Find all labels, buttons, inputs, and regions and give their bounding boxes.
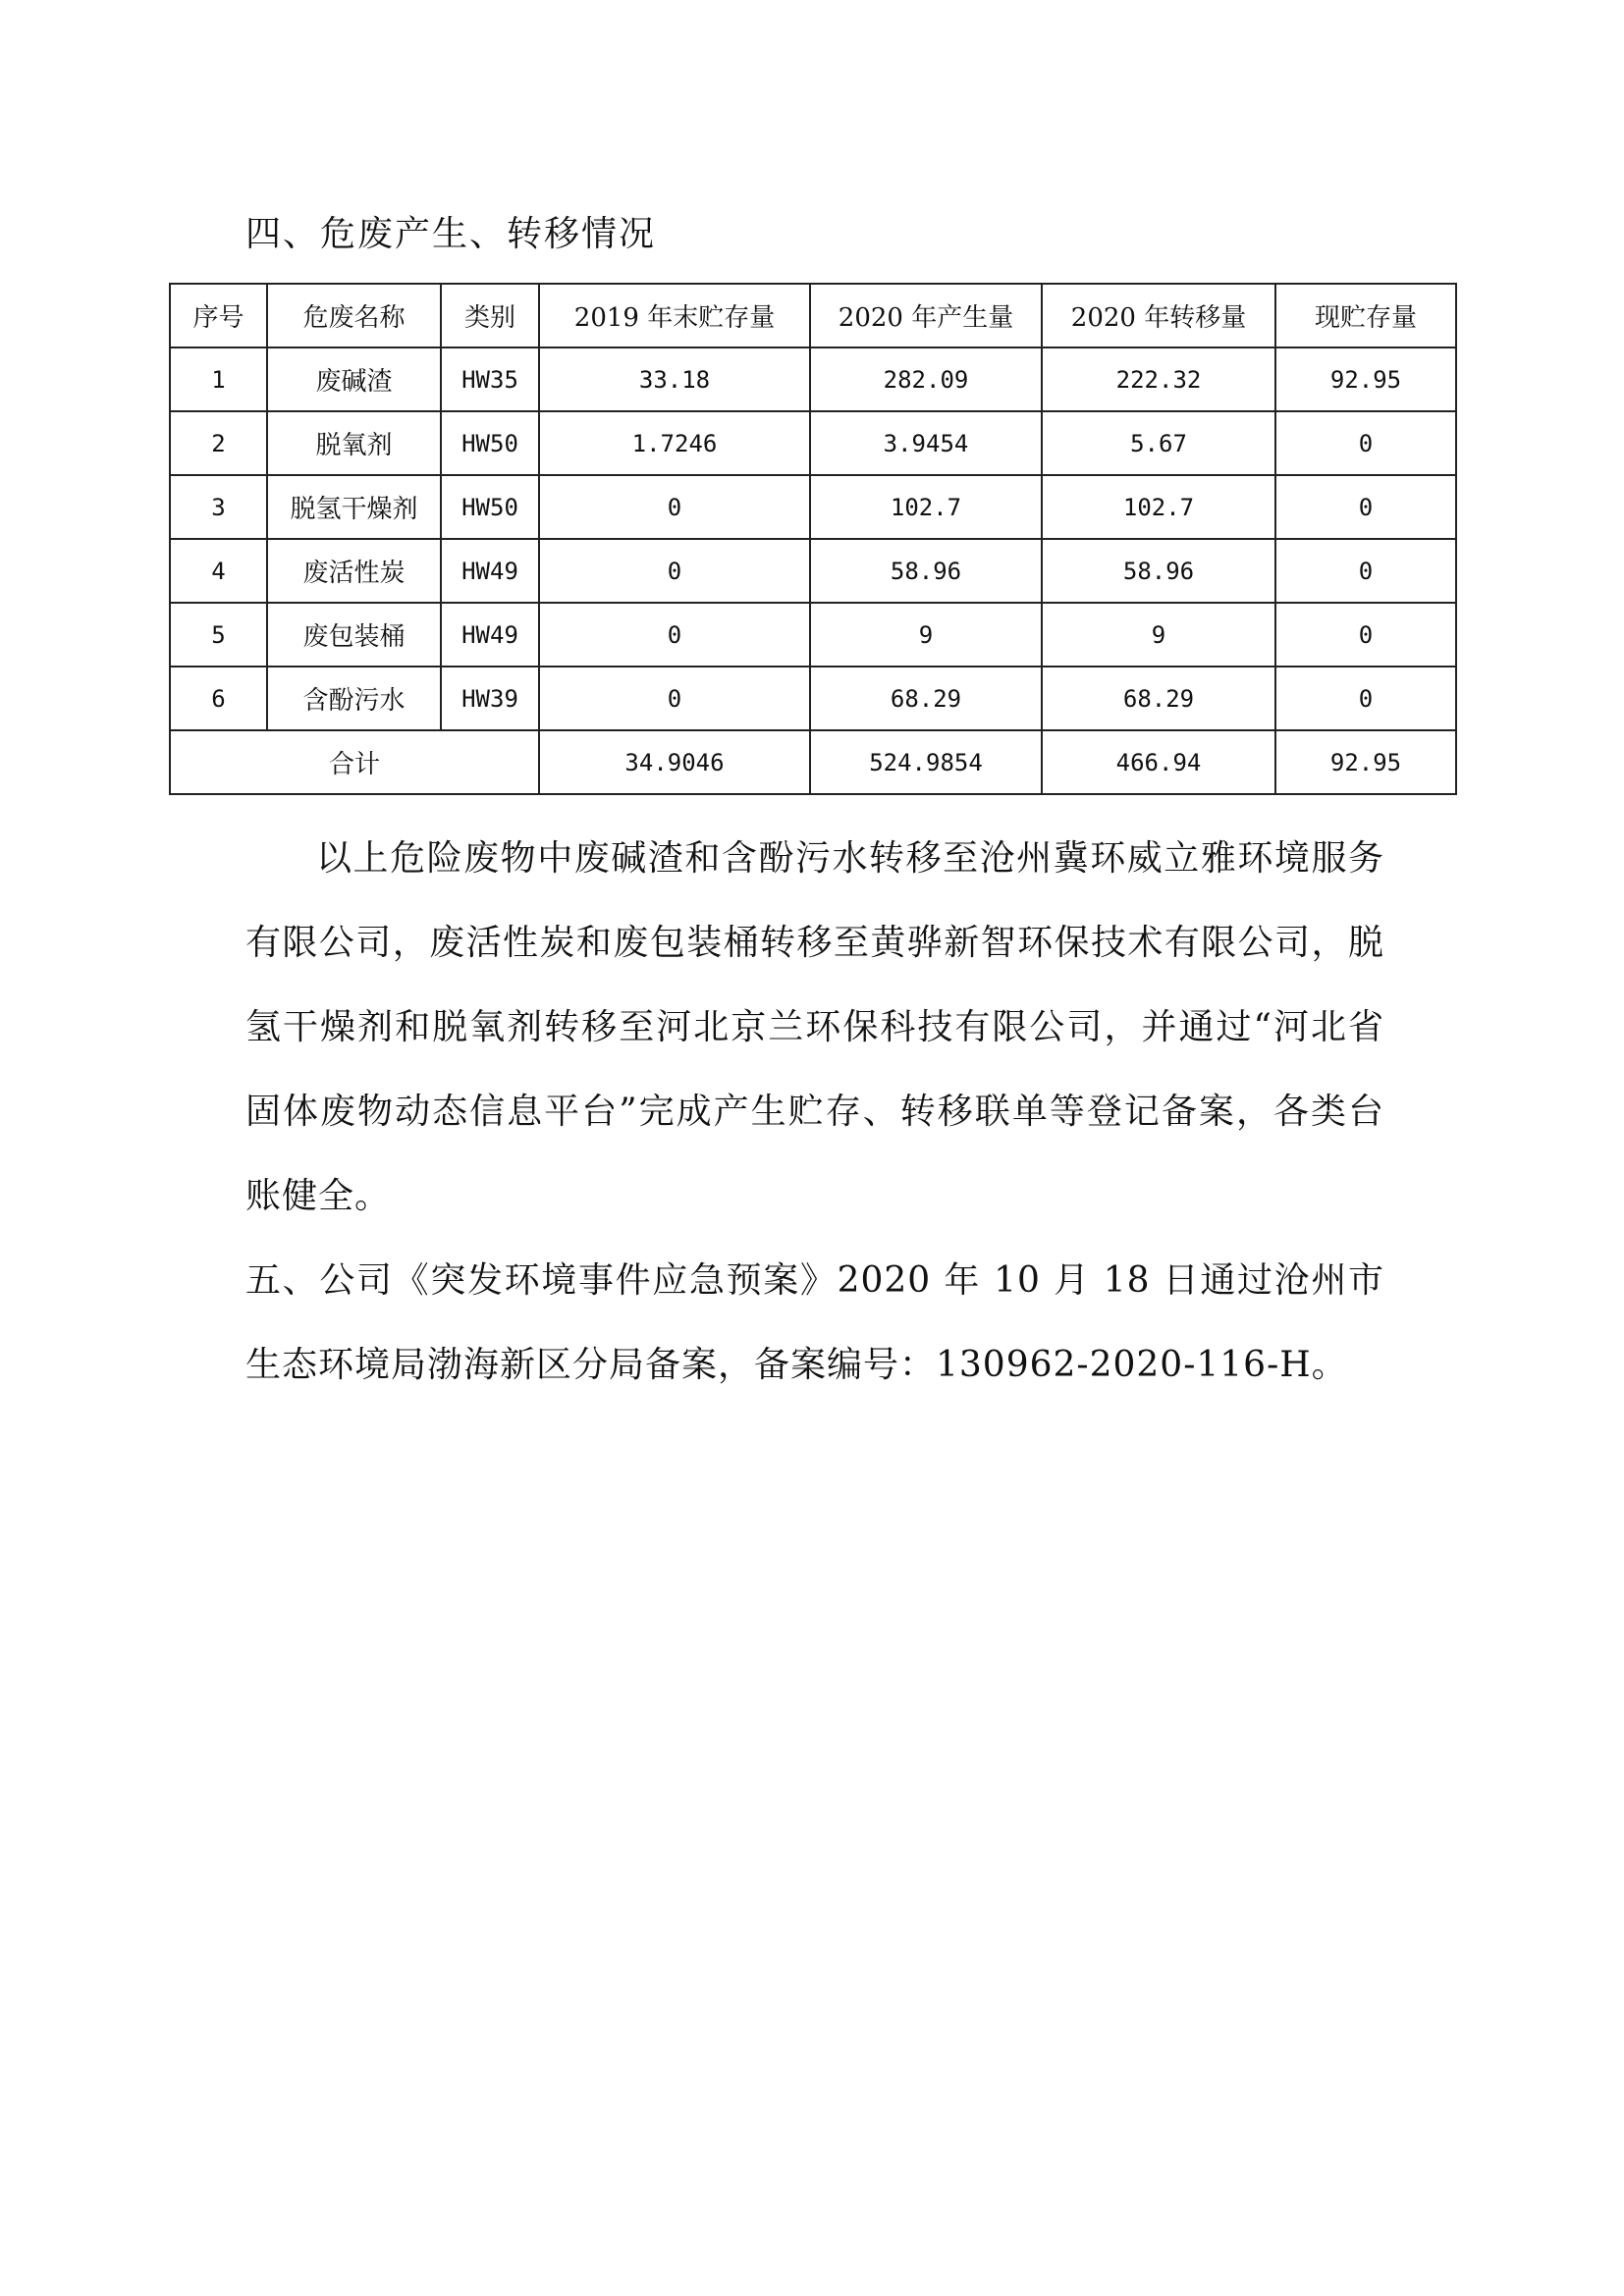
cell-current-stock: 0	[1275, 411, 1456, 475]
cell-transferred-2020: 68.29	[1042, 667, 1275, 730]
transfer-paragraph	[245, 817, 1384, 1239]
cell-stock-2019: 1.7246	[539, 411, 810, 475]
cell-name: 含酚污水	[267, 667, 441, 730]
emergency-plan-text: 五、公司《突发环境事件应急预案》2020 年 10 月 18 日通过沧州市生态环境局渤海新区分局备案，备案编号：130962-2020-116-H。	[245, 1260, 1384, 1385]
cell-transferred-2020: 9	[1042, 603, 1275, 667]
cell-no: 5	[170, 603, 267, 667]
cell-transferred-2020: 222.32	[1042, 347, 1275, 411]
table-row	[170, 411, 1456, 475]
total-produced-2020: 524.9854	[810, 730, 1042, 794]
cell-stock-2019: 0	[539, 475, 810, 539]
cell-transferred-2020: 58.96	[1042, 539, 1275, 603]
total-transferred-2020: 466.94	[1042, 730, 1275, 794]
cell-category: HW50	[441, 475, 539, 539]
header-category: 类别	[441, 284, 539, 347]
cell-name: 废碱渣	[267, 347, 441, 411]
total-label: 合计	[170, 730, 539, 794]
cell-current-stock: 0	[1275, 603, 1456, 667]
cell-no: 6	[170, 667, 267, 730]
header-current-stock: 现贮存量	[1275, 284, 1456, 347]
cell-transferred-2020: 102.7	[1042, 475, 1275, 539]
cell-produced-2020: 282.09	[810, 347, 1042, 411]
cell-stock-2019: 33.18	[539, 347, 810, 411]
header-name: 危废名称	[267, 284, 441, 347]
cell-current-stock: 92.95	[1275, 347, 1456, 411]
cell-stock-2019: 0	[539, 603, 810, 667]
header-produced-2020: 2020 年产生量	[810, 284, 1042, 347]
cell-category: HW35	[441, 347, 539, 411]
table-row	[170, 539, 1456, 603]
cell-category: HW49	[441, 603, 539, 667]
cell-no: 1	[170, 347, 267, 411]
cell-category: HW39	[441, 667, 539, 730]
header-stock-2019: 2019 年末贮存量	[539, 284, 810, 347]
transfer-text: 以上危险废物中废碱渣和含酚污水转移至沧州冀环威立雅环境服务有限公司，废活性炭和废包装桶转移至黄骅新智环保技术有限公司，脱氢干燥剂和脱氧剂转移至河北京兰环保科技有限公司，并通过“河北省固体废物动态信息平台”完成产生贮存、转移联单等登记备案，各类台账健全。	[245, 838, 1384, 1216]
cell-produced-2020: 9	[810, 603, 1042, 667]
cell-current-stock: 0	[1275, 475, 1456, 539]
cell-produced-2020: 58.96	[810, 539, 1042, 603]
cell-produced-2020: 3.9454	[810, 411, 1042, 475]
hazardous-waste-table	[169, 283, 1457, 795]
cell-transferred-2020: 5.67	[1042, 411, 1275, 475]
cell-produced-2020: 102.7	[810, 475, 1042, 539]
table-total-row	[170, 730, 1456, 794]
cell-no: 3	[170, 475, 267, 539]
cell-name: 废包装桶	[267, 603, 441, 667]
table-row	[170, 347, 1456, 411]
cell-produced-2020: 68.29	[810, 667, 1042, 730]
cell-category: HW50	[441, 411, 539, 475]
cell-name: 脱氢干燥剂	[267, 475, 441, 539]
table-row	[170, 475, 1456, 539]
table-row	[170, 667, 1456, 730]
cell-no: 4	[170, 539, 267, 603]
cell-stock-2019: 0	[539, 539, 810, 603]
table-header-row	[170, 284, 1456, 347]
total-stock-2019: 34.9046	[539, 730, 810, 794]
header-no: 序号	[170, 284, 267, 347]
total-current-stock: 92.95	[1275, 730, 1456, 794]
cell-name: 废活性炭	[267, 539, 441, 603]
cell-stock-2019: 0	[539, 667, 810, 730]
cell-current-stock: 0	[1275, 667, 1456, 730]
cell-current-stock: 0	[1275, 539, 1456, 603]
cell-name: 脱氧剂	[267, 411, 441, 475]
section-heading: 四、危废产生、转移情况	[245, 214, 657, 254]
cell-category: HW49	[441, 539, 539, 603]
emergency-plan-paragraph	[245, 1239, 1384, 1408]
header-transferred-2020: 2020 年转移量	[1042, 284, 1275, 347]
table-row	[170, 603, 1456, 667]
cell-no: 2	[170, 411, 267, 475]
